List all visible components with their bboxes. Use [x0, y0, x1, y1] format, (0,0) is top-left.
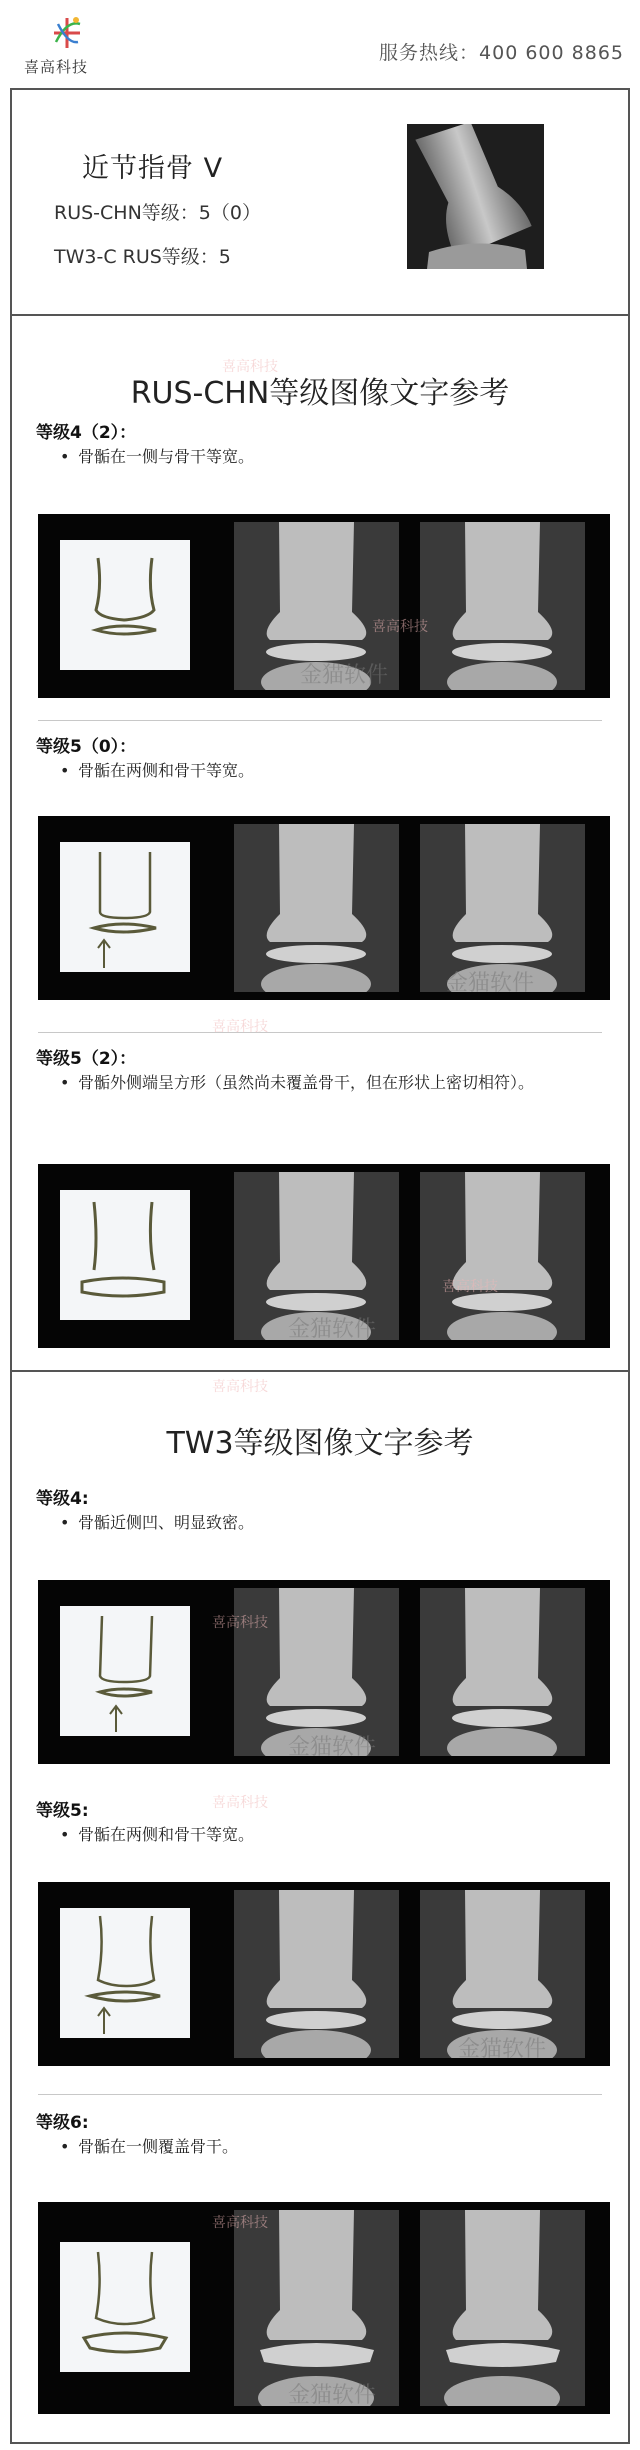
stage-description-text: 骨骺近侧凹、明显致密。 — [78, 1513, 255, 1532]
tw3-grade: TW3-C RUS等级：5 — [54, 246, 231, 268]
watermark: 喜高科技 — [372, 619, 428, 635]
epiphysis-sketch[interactable] — [60, 1606, 190, 1736]
reference-image-strip — [38, 514, 610, 698]
stage-description-text: 骨骺在两侧和骨干等宽。 — [78, 761, 255, 780]
bullet-icon: • — [60, 761, 70, 780]
watermark: 喜高科技 — [212, 1019, 268, 1035]
xray-watermark: 金猫软件 — [288, 1317, 377, 1342]
xray-watermark: 金猫软件 — [446, 971, 535, 996]
watermark: 喜高科技 — [212, 1615, 268, 1631]
epiphysis-sketch[interactable] — [60, 1190, 190, 1320]
stage-description — [60, 1820, 600, 1850]
logo-cross-icon — [46, 12, 88, 54]
epiphysis-sketch[interactable] — [60, 2242, 190, 2372]
stage-description — [60, 442, 600, 472]
logo-text: 喜高科技 — [24, 58, 89, 76]
reference-image-strip — [38, 816, 610, 1000]
stage-description — [60, 2132, 600, 2162]
page-header — [0, 0, 640, 86]
stage-label: 等级4（2）： — [36, 423, 137, 443]
watermark: 喜高科技 — [212, 2215, 268, 2231]
stage-description-text: 骨骺在一侧与骨干等宽。 — [78, 447, 255, 466]
stage-description-text: 骨骺外侧端呈方形（虽然尚未覆盖骨干，但在形状上密切相符）。 — [78, 1073, 535, 1092]
tw3-section-title: TW3等级图像文字参考 — [166, 1426, 474, 1461]
tw3-reference-section — [10, 1370, 630, 2444]
epiphysis-sketch[interactable] — [60, 1908, 190, 2038]
reference-image-strip — [38, 1580, 610, 1764]
bullet-icon: • — [60, 1825, 70, 1844]
stage-label: 等级5（0）： — [36, 737, 137, 757]
rus-chn-grade: RUS-CHN等级：5（0） — [54, 202, 261, 224]
stage-label: 等级6: — [36, 2113, 89, 2133]
xray-image[interactable] — [420, 1172, 585, 1340]
xray-image[interactable] — [420, 2210, 585, 2406]
xray-watermark: 金猫软件 — [288, 1735, 377, 1760]
bone-xray-thumbnail[interactable] — [407, 124, 544, 269]
stage-description-text: 骨骺在一侧覆盖骨干。 — [78, 2137, 239, 2156]
xray-image[interactable] — [420, 1588, 585, 1756]
bullet-icon: • — [60, 1073, 70, 1092]
reference-image-strip — [38, 1882, 610, 2066]
bone-summary-card — [10, 88, 630, 314]
divider — [38, 2094, 602, 2095]
reference-image-strip — [38, 1164, 610, 1348]
reference-image-strip — [38, 2202, 610, 2414]
stage-description — [60, 1068, 600, 1098]
divider — [38, 720, 602, 721]
xray-watermark: 金猫软件 — [288, 2383, 377, 2408]
bullet-icon: • — [60, 1513, 70, 1532]
service-hotline[interactable]: 服务热线：400 600 8865 — [379, 42, 624, 64]
stage-label: 等级4: — [36, 1489, 89, 1509]
stage-label: 等级5: — [36, 1801, 89, 1821]
watermark: 喜高科技 — [212, 1379, 268, 1395]
epiphysis-sketch[interactable] — [60, 842, 190, 972]
epiphysis-sketch[interactable] — [60, 540, 190, 670]
watermark: 喜高科技 — [222, 359, 278, 375]
stage-description — [60, 756, 600, 786]
bullet-icon: • — [60, 447, 70, 466]
stage-label: 等级5（2）： — [36, 1049, 137, 1069]
divider — [38, 1032, 602, 1033]
bullet-icon: • — [60, 2137, 70, 2156]
bone-name: 近节指骨 V — [82, 153, 224, 184]
company-logo[interactable] — [22, 12, 112, 78]
watermark: 喜高科技 — [442, 1279, 498, 1295]
xray-image[interactable] — [234, 2210, 399, 2406]
xray-image[interactable] — [234, 824, 399, 992]
rus-chn-section-title: RUS-CHN等级图像文字参考 — [130, 376, 510, 411]
xray-image[interactable] — [234, 1890, 399, 2058]
xray-image[interactable] — [420, 522, 585, 690]
xray-watermark: 金猫软件 — [458, 2037, 547, 2062]
stage-description-text: 骨骺在两侧和骨干等宽。 — [78, 1825, 255, 1844]
stage-description — [60, 1508, 600, 1538]
xray-watermark: 金猫软件 — [300, 663, 389, 688]
watermark: 喜高科技 — [212, 1795, 268, 1811]
rus-chn-reference-section — [10, 314, 630, 1370]
